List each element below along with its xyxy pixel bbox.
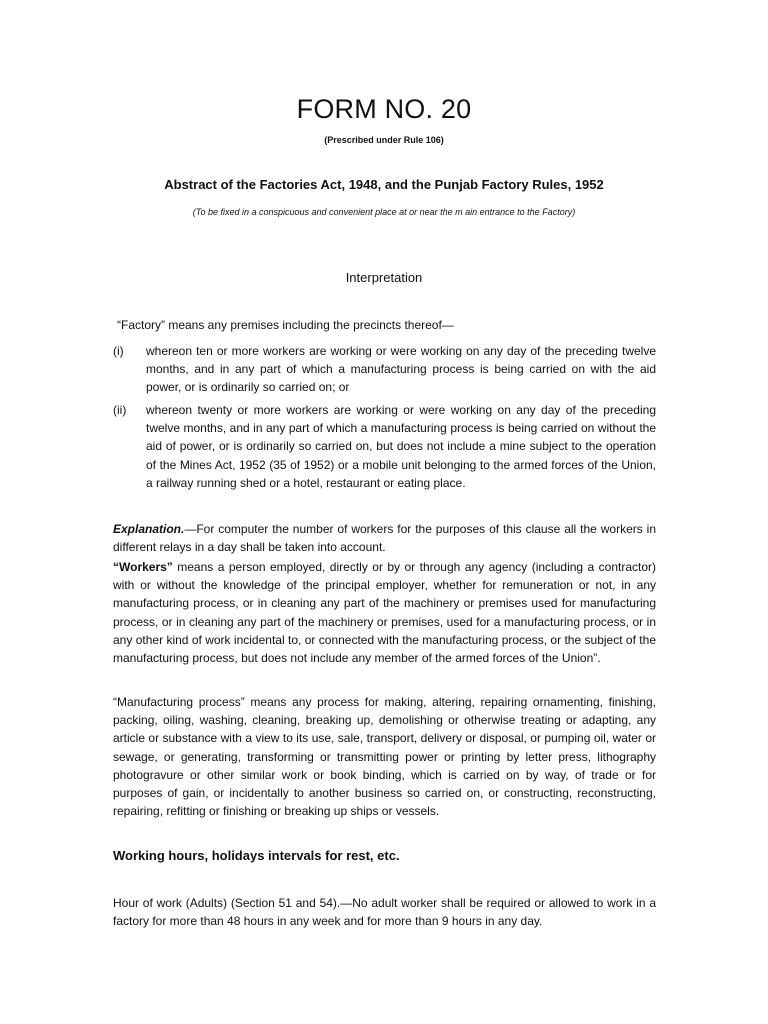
manufacturing-process-paragraph: “Manufacturing process” means any process for making, altering, repairing ornamenting, finishing, packing, oiling, washing, cleaning, breaking up, demolishing or otherwise treating or adapting, any article or substance with a view to its use, sale, transport, delivery or disposal, or pumping oil, water or sewage, or generating, transforming or transmitting power or printing by letter press, lithography photogravure or other similar work or book binding, which is carried on by way, of trade or for purposes of gain, or incidentally to another business so carried on, or constructing, reconstructing, repairing, refitting or finishing or breaking up ships or vessels. — [113, 695, 656, 819]
workers-definition-paragraph — [113, 558, 656, 667]
factory-clause-i — [113, 342, 656, 397]
explanation-term: Explanation. — [113, 522, 185, 536]
abstract-title: Abstract of the Factories Act, 1948, and the Punjab Factory Rules, 1952 — [164, 177, 604, 192]
prescribed-rule-note: (Prescribed under Rule 106) — [324, 135, 444, 145]
clause-number: (i) — [113, 344, 124, 358]
explanation-paragraph — [113, 520, 656, 556]
factory-definition-intro: “Factory” means any premises including the precincts thereof— — [117, 318, 454, 332]
factory-clause-ii — [113, 401, 656, 492]
hours-of-work-paragraph: Hour of work (Adults) (Section 51 and 54).—No adult worker shall be required or allowed to work in a factory for more than 48 hours in any week and for more than 9 hours in any day. — [113, 896, 656, 929]
workers-term: “Workers” — [113, 560, 173, 574]
clause-number: (ii) — [113, 403, 127, 417]
form-title: FORM NO. 20 — [296, 94, 472, 124]
clause-text: whereon ten or more workers are working or were working on any day of the preceding twelve months, and in any part of which a manufacturing process is being carried on with the aid power, or is ordinarily so carried on; or — [146, 344, 656, 395]
workers-text: means a person employed, directly or by or through any agency (including a contractor) with or without the knowledge of the principal employer, whether for remuneration or not, in any manufacturing process, or in cleaning any part of the machinery or premises used for manufacturing process, or in cleaning any part of the machinery or premises, used for a manufacturing process, or in any other kind of work incidental to, or connected with the manufacturing process, or the subject of the manufacturing process, but does not include any member of the armed forces of the Union”. — [113, 560, 656, 666]
interpretation-heading: Interpretation — [345, 270, 423, 285]
explanation-text: —For computer the number of workers for the purposes of this clause all the workers in different relays in a day shall be taken into account. — [113, 522, 656, 555]
display-instruction-note: (To be fixed in a conspicuous and convenient place at or near the m ain entrance to the Factory) — [192, 207, 576, 217]
working-hours-heading: Working hours, holidays intervals for rest, etc. — [113, 848, 400, 863]
clause-text: whereon twenty or more workers are working or were working on any day of the preceding twelve months, and in any part of which a manufacturing process is being carried on without the aid of power, or is ordinarily so carried on, but does not include a mine subject to the operation of the Mines Act, 1952 (35 of 1952) or a mobile unit belonging to the armed forces of the Union, a railway running shed or a hotel, restaurant or eating place. — [146, 403, 656, 490]
